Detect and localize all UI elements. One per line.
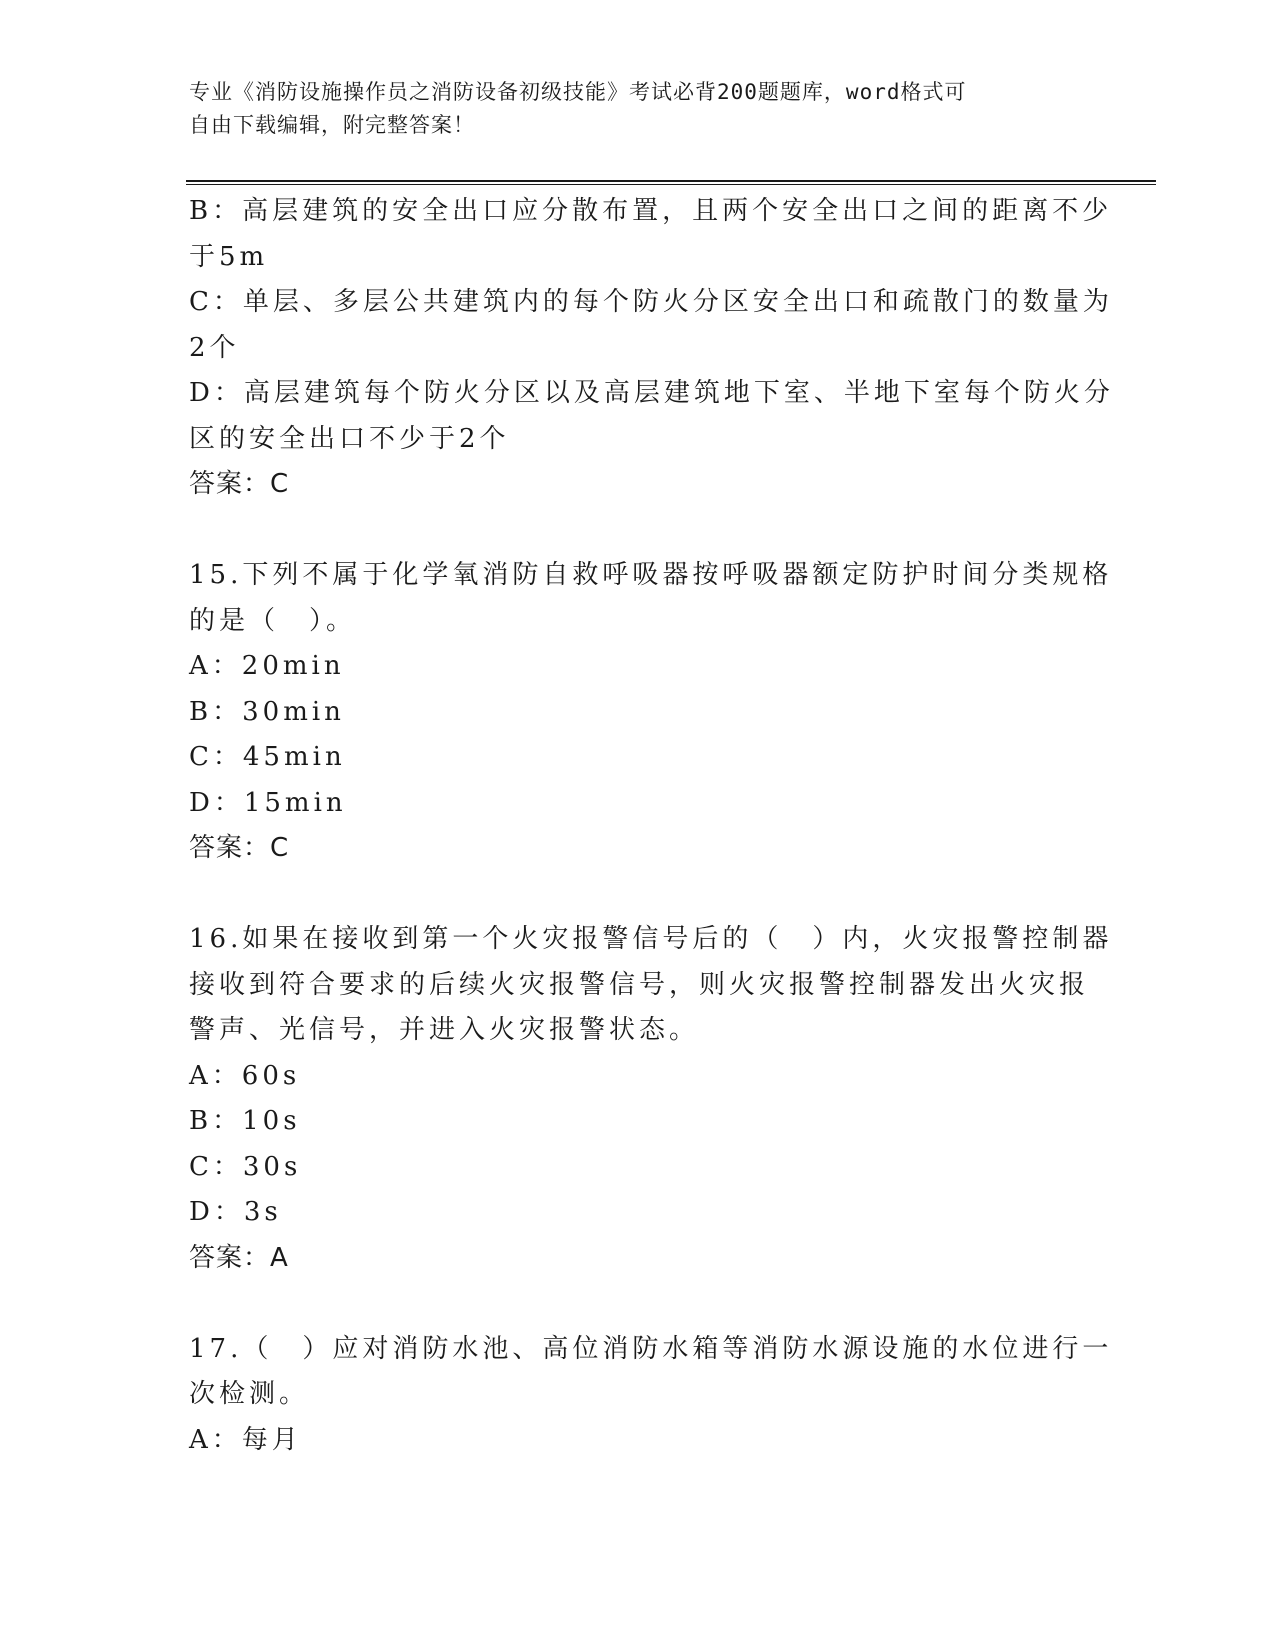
option-c: C：30s (189, 1151, 302, 1182)
header-line-2: 自由下载编辑，附完整答案！ (189, 113, 475, 137)
question-stem-line-2: 接收到符合要求的后续火灾报警信号，则火灾报警控制器发出火灾报 (189, 969, 1090, 1000)
question-14-tail (189, 189, 1114, 508)
question-stem-line-3: 警声、光信号，并进入火灾报警状态。 (189, 1015, 700, 1045)
option-d: D：3s (189, 1197, 282, 1227)
question-stem-line-1: 16.如果在接收到第一个火灾报警信号后的（ ）内，火灾报警控制器 (189, 924, 1113, 954)
spacer (189, 1281, 1089, 1327)
answer-line: 答案：A (189, 1242, 289, 1273)
option-d-line-1: D：高层建筑每个防火分区以及高层建筑地下室、半地下室每个防火分 (189, 378, 1114, 408)
document-body (189, 189, 1114, 1463)
answer-line: 答案：C (189, 833, 290, 863)
header-rule-thin (186, 184, 1156, 185)
option-c-line-1: C：单层、多层公共建筑内的每个防火分区安全出口和疏散门的数量为 (189, 287, 1113, 317)
option-b-line-1: B：高层建筑的安全出口应分散布置，且两个安全出口之间的距离不少 (189, 196, 1113, 226)
option-c: C：45min (189, 742, 346, 772)
spacer (189, 508, 1089, 554)
question-stem-line-2: 次检测。 (189, 1379, 310, 1409)
option-b: B：30min (189, 696, 345, 727)
question-stem-line-1: 17.（ ）应对消防水池、高位消防水箱等消防水源设施的水位进行一 (189, 1333, 1113, 1364)
option-c-line-2: 2个 (189, 332, 240, 363)
option-b-line-2: 于5m (189, 241, 269, 272)
option-d-line-2: 区的安全出口不少于2个 (189, 423, 510, 454)
option-b: B：10s (189, 1106, 301, 1136)
question-15 (189, 553, 1113, 872)
question-stem-line-1: 15.下列不属于化学氧消防自救呼吸器按呼吸器额定防护时间分类规格 (189, 560, 1113, 590)
option-a: A：每月 (189, 1424, 302, 1455)
question-17 (189, 1327, 1113, 1464)
question-16 (189, 917, 1113, 1281)
option-d: D：15min (189, 787, 347, 818)
answer-line: 答案：C (189, 469, 290, 499)
option-a: A：60s (189, 1060, 301, 1091)
option-a: A：20min (189, 651, 345, 681)
header-line-1: 专业《消防设施操作员之消防设备初级技能》考试必背200题题库，word格式可 (189, 80, 967, 104)
header-rule-thick (186, 180, 1156, 182)
question-stem-line-2: 的是（ ）。 (189, 605, 357, 636)
document-header (189, 76, 1069, 142)
spacer (189, 872, 1089, 918)
